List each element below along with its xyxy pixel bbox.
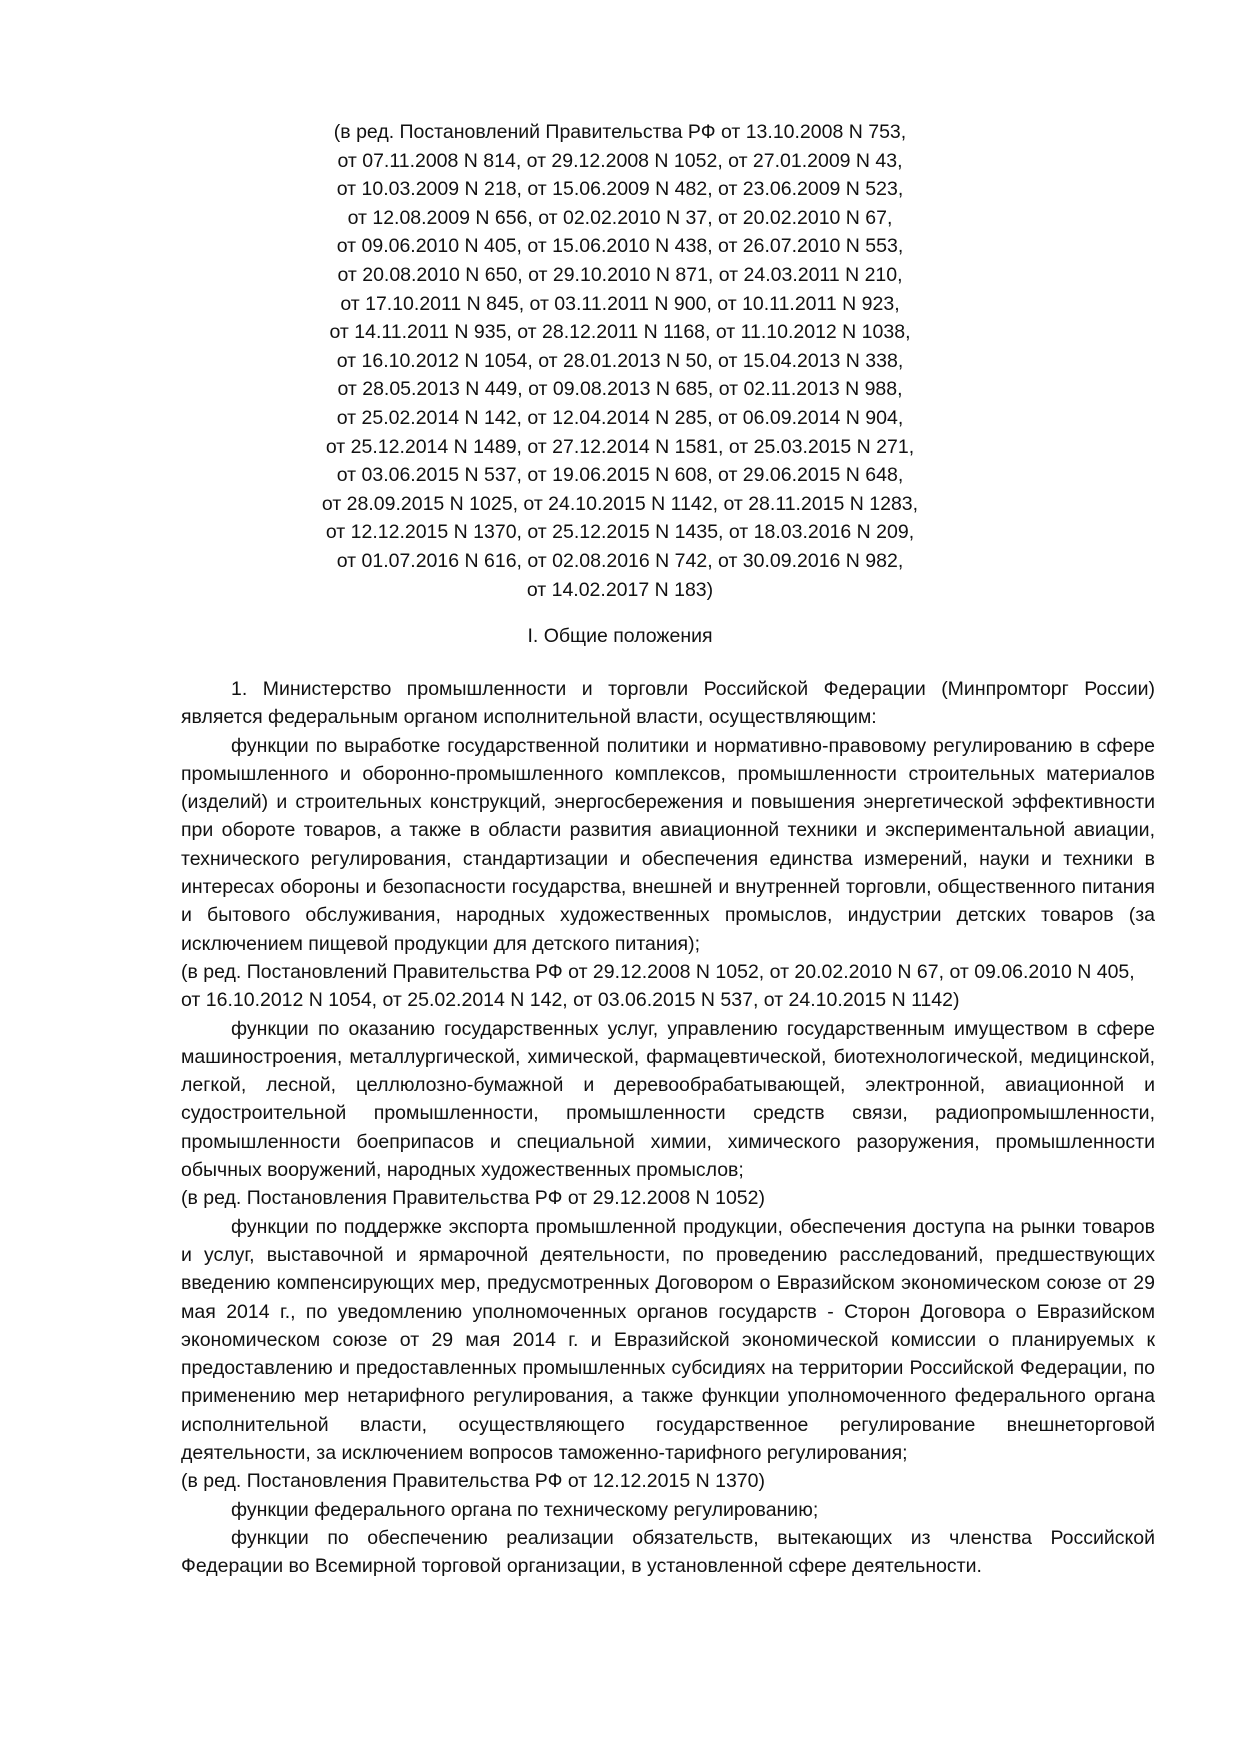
amendment-note: (в ред. Постановлений Правительства РФ от 29.12.2008 N 1052, от 20.02.2010 N 67, от 09.06.2010 N 405, от 16.10.2012 N 1054, от 25.02.2014 N 142, от 03.06.2015 N 537, от 24.10.2015 N 1142) xyxy=(181,960,1135,1012)
amendment-line: от 25.12.2014 N 1489, от 27.12.2014 N 1581, от 25.03.2015 N 271, xyxy=(325,435,915,458)
amendment-line: от 28.09.2015 N 1025, от 24.10.2015 N 1142, от 28.11.2015 N 1283, xyxy=(321,492,919,515)
amendment-line: от 09.06.2010 N 405, от 15.06.2010 N 438, от 26.07.2010 N 553, xyxy=(336,235,904,258)
amendment-note: (в ред. Постановления Правительства РФ от 12.12.2015 N 1370) xyxy=(181,1470,765,1493)
amendment-header xyxy=(180,118,1060,604)
section-title: I. Общие положения xyxy=(527,625,713,647)
paragraph-1: 1. Министерство промышленности и торговли Российской Федерации (Минпромторг России) является федеральным органом исполнительной власти, осуществляющим: xyxy=(181,678,1155,729)
paragraph-functions-export: функции по поддержке экспорта промышленной продукции, обеспечения доступа на рынки товаров и услуг, выставочной и ярмарочной деятельности, по проведению расследований, предшествующих введению компенсирующих мер, предусмотренных Договором о Евразийском экономическом союзе от 29 мая 2014 г., по уведомлению уполномоченных органов государств - Сторон Договора о Евразийском экономическом союзе от 29 мая 2014 г. и Евразийской экономической комиссии о планируемых к предоставлению и предоставленных промышленных субсидиях на территории Российской Федерации, по применению мер нетарифного регулирования, а также функции уполномоченного федерального органа исполнительной власти, осуществляющего государственное регулирование внешнеторговой деятельности, за исключением вопросов таможенно-тарифного регулирования; xyxy=(181,1215,1155,1465)
amendment-line: от 07.11.2008 N 814, от 29.12.2008 N 1052, от 27.01.2009 N 43, xyxy=(337,149,903,172)
amendment-line: от 10.03.2009 N 218, от 15.06.2009 N 482, от 23.06.2009 N 523, xyxy=(336,178,904,201)
amendment-line: от 28.05.2013 N 449, от 09.08.2013 N 685, от 02.11.2013 N 988, xyxy=(337,378,903,401)
amendment-line: от 12.12.2015 N 1370, от 25.12.2015 N 1435, от 18.03.2016 N 209, xyxy=(325,521,915,544)
amendment-line: от 25.02.2014 N 142, от 12.04.2014 N 285, от 06.09.2014 N 904, xyxy=(336,406,904,429)
amendment-note: (в ред. Постановления Правительства РФ от 29.12.2008 N 1052) xyxy=(181,1187,765,1210)
document-body xyxy=(181,675,1155,1581)
paragraph-functions-technical-regulation: функции федерального органа по техническому регулированию; xyxy=(231,1498,819,1521)
amendment-line: от 03.06.2015 N 537, от 19.06.2015 N 608, от 29.06.2015 N 648, xyxy=(336,464,904,487)
amendment-line: от 20.08.2010 N 650, от 29.10.2010 N 871, от 24.03.2011 N 210, xyxy=(337,263,903,286)
amendment-line: от 14.02.2017 N 183) xyxy=(526,578,714,601)
amendment-line: от 01.07.2016 N 616, от 02.08.2016 N 742, от 30.09.2016 N 982, xyxy=(336,549,904,572)
paragraph-functions-services: функции по оказанию государственных услуг, управлению государственным имуществом в сфере машиностроения, металлургической, химической, фармацевтической, биотехнологической, медицинской, легкой, лесной, целлюлозно-бумажной и деревообрабатывающей, электронной, авиационной и судостроительной промышленности, промышленности средств связи, радиопромышленности, промышленности боеприпасов и специальной химии, химического разоружения, промышленности обычных вооружений, народных художественных промыслов; xyxy=(181,1017,1155,1182)
amendment-line: от 12.08.2009 N 656, от 02.02.2010 N 37, от 20.02.2010 N 67, xyxy=(347,206,893,229)
paragraph-functions-policy: функции по выработке государственной политики и нормативно-правовому регулированию в сфере промышленного и оборонно-промышленного комплексов, промышленности строительных материалов (изделий) и строительных конструкций, энергосбережения и повышения энергетической эффективности при обороте товаров, а также в области развития авиационной техники и экспериментальной авиации, технического регулирования, стандартизации и обеспечения единства измерений, науки и техники в интересах обороны и безопасности государства, внешней и внутренней торговли, общественного питания и бытового обслуживания, народных художественных промыслов, индустрии детских товаров (за исключением пищевой продукции для детского питания); xyxy=(181,734,1155,955)
paragraph-functions-wto: функции по обеспечению реализации обязательств, вытекающих из членства Российской Федерации во Всемирной торговой организации, в установленной сфере деятельности. xyxy=(181,1526,1155,1578)
amendment-line: от 17.10.2011 N 845, от 03.11.2011 N 900, от 10.11.2011 N 923, xyxy=(340,292,900,315)
amendment-line: (в ред. Постановлений Правительства РФ от 13.10.2008 N 753, xyxy=(333,121,907,143)
amendment-line: от 16.10.2012 N 1054, от 28.01.2013 N 50, от 15.04.2013 N 338, xyxy=(336,349,904,372)
amendment-line: от 14.11.2011 N 935, от 28.12.2011 N 1168, от 11.10.2012 N 1038, xyxy=(329,321,911,344)
